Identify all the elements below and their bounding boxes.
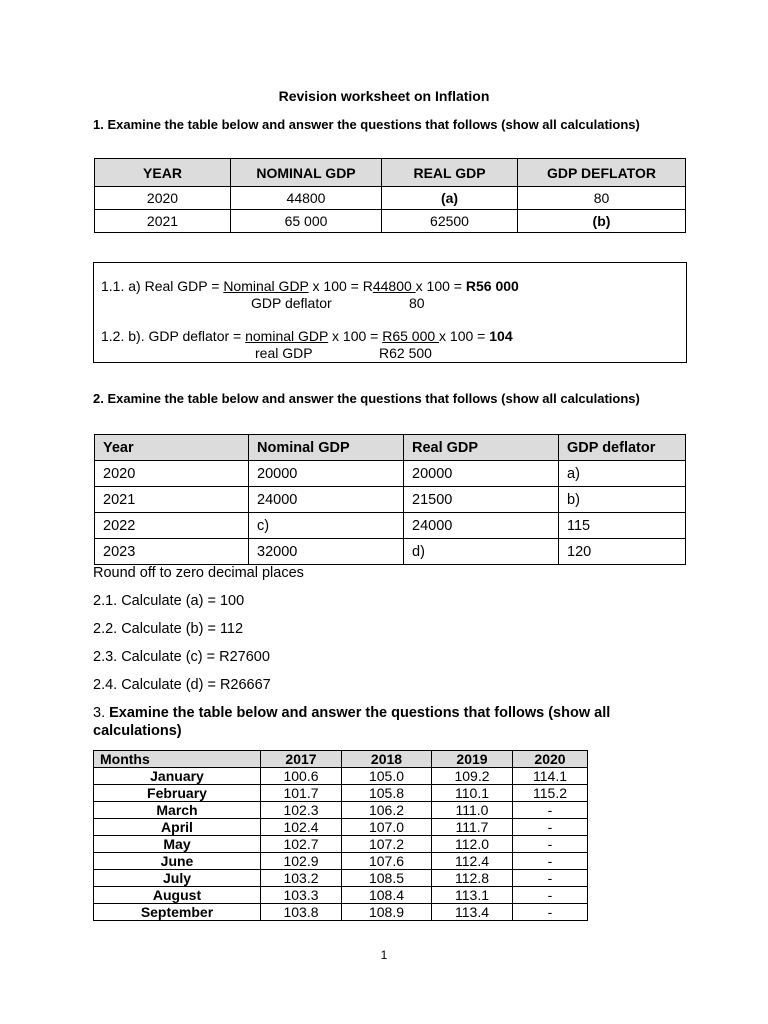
- table-row: [95, 539, 686, 565]
- page-number: 1: [380, 948, 388, 962]
- answer-2-2: 2.2. Calculate (b) = 112: [93, 621, 244, 637]
- column-header: 2017: [261, 751, 342, 768]
- question-1-text: 1. Examine the table below and answer the questions that follows (show all calculations): [93, 117, 640, 132]
- table-cell: b): [559, 487, 686, 513]
- column-header: YEAR: [95, 159, 231, 187]
- table-cell: 103.2: [261, 870, 342, 887]
- column-header: NOMINAL GDP: [231, 159, 382, 187]
- column-header: GDP DEFLATOR: [518, 159, 686, 187]
- table-q2: [94, 434, 686, 565]
- table-cell: 111.0: [432, 802, 513, 819]
- table-cell: -: [513, 802, 588, 819]
- table-cell: 101.7: [261, 785, 342, 802]
- answer-2-4: 2.4. Calculate (d) = R26667: [93, 677, 271, 693]
- table-cell: 103.8: [261, 904, 342, 921]
- table-cell: -: [513, 836, 588, 853]
- table-row: [94, 904, 588, 921]
- table-cell: August: [94, 887, 261, 904]
- table-cell: 112.8: [432, 870, 513, 887]
- table-cell: 103.3: [261, 887, 342, 904]
- table-cell: 120: [559, 539, 686, 565]
- rounding-note: Round off to zero decimal places: [93, 565, 304, 581]
- table-cell: 65 000: [231, 210, 382, 233]
- column-header: 2018: [342, 751, 432, 768]
- answer-2-3: 2.3. Calculate (c) = R27600: [93, 649, 270, 665]
- table-cell: -: [513, 904, 588, 921]
- table-cell: May: [94, 836, 261, 853]
- table-cell: 62500: [382, 210, 518, 233]
- table-row: [95, 210, 686, 233]
- table-cell: 100.6: [261, 768, 342, 785]
- table-row: [95, 461, 686, 487]
- table-cell: -: [513, 870, 588, 887]
- table-cell: 80: [518, 187, 686, 210]
- table-cell: April: [94, 819, 261, 836]
- table-cell: 2023: [95, 539, 249, 565]
- table-q1: [94, 158, 686, 233]
- table-cell: d): [404, 539, 559, 565]
- table-row: [94, 870, 588, 887]
- table-row: [94, 836, 588, 853]
- table-cell: c): [249, 513, 404, 539]
- table-cell: February: [94, 785, 261, 802]
- table-cell: 115: [559, 513, 686, 539]
- question-2-text: 2. Examine the table below and answer the questions that follows (show all calculations): [93, 391, 640, 406]
- answer-1-1-line: 1.1. a) Real GDP = Nominal GDP x 100 = R44800 x 100 = R56 000: [101, 278, 519, 294]
- table-cell: 107.6: [342, 853, 432, 870]
- table-cell: September: [94, 904, 261, 921]
- answer-box: [93, 262, 687, 363]
- table-cell: 107.0: [342, 819, 432, 836]
- table-q3: [93, 750, 588, 921]
- table-cell: March: [94, 802, 261, 819]
- table-cell: 105.0: [342, 768, 432, 785]
- table-cell: 2020: [95, 187, 231, 210]
- table-cell: 20000: [404, 461, 559, 487]
- question-3-text: 3. Examine the table below and answer the questions that follows (show all calculations): [93, 705, 611, 739]
- column-header: 2020: [513, 751, 588, 768]
- table-cell: 44800: [231, 187, 382, 210]
- column-header: Year: [95, 435, 249, 461]
- table-cell: 24000: [249, 487, 404, 513]
- answer-2-1: 2.1. Calculate (a) = 100: [93, 593, 245, 609]
- table-cell: 2022: [95, 513, 249, 539]
- table-row: [94, 887, 588, 904]
- table-cell: 108.4: [342, 887, 432, 904]
- table-cell: 111.7: [432, 819, 513, 836]
- table-row: [95, 513, 686, 539]
- answer-1-2-line: 1.2. b). GDP deflator = nominal GDP x 100 = R65 000 x 100 = 104: [101, 328, 513, 344]
- table-cell: 108.9: [342, 904, 432, 921]
- table-cell: -: [513, 819, 588, 836]
- table-cell: 106.2: [342, 802, 432, 819]
- table-cell: 2021: [95, 487, 249, 513]
- table-cell: (b): [518, 210, 686, 233]
- table-cell: 24000: [404, 513, 559, 539]
- table-cell: 21500: [404, 487, 559, 513]
- table-row: [94, 819, 588, 836]
- column-header: Months: [94, 751, 261, 768]
- table-cell: (a): [382, 187, 518, 210]
- table-row: [95, 487, 686, 513]
- table-cell: 102.9: [261, 853, 342, 870]
- table-row: [94, 853, 588, 870]
- table-cell: 105.8: [342, 785, 432, 802]
- table-cell: 20000: [249, 461, 404, 487]
- table-cell: 112.4: [432, 853, 513, 870]
- table-cell: June: [94, 853, 261, 870]
- answer-1-2-denominator-value: R62 500: [379, 345, 432, 361]
- table-row: [94, 768, 588, 785]
- table-cell: 114.1: [513, 768, 588, 785]
- table-cell: 107.2: [342, 836, 432, 853]
- table-cell: 108.5: [342, 870, 432, 887]
- table-row: [95, 187, 686, 210]
- table-cell: 2020: [95, 461, 249, 487]
- table-cell: July: [94, 870, 261, 887]
- table-cell: 102.3: [261, 802, 342, 819]
- column-header: REAL GDP: [382, 159, 518, 187]
- column-header: GDP deflator: [559, 435, 686, 461]
- table-row: [94, 785, 588, 802]
- column-header: 2019: [432, 751, 513, 768]
- table-cell: 113.4: [432, 904, 513, 921]
- table-cell: 112.0: [432, 836, 513, 853]
- table-cell: January: [94, 768, 261, 785]
- table-cell: 110.1: [432, 785, 513, 802]
- answer-1-1-denominator: GDP deflator: [251, 295, 332, 311]
- table-cell: -: [513, 853, 588, 870]
- table-cell: 113.1: [432, 887, 513, 904]
- table-cell: 102.4: [261, 819, 342, 836]
- table-cell: 32000: [249, 539, 404, 565]
- table-row: [94, 802, 588, 819]
- page-title: Revision worksheet on Inflation: [278, 88, 490, 104]
- table-cell: 2021: [95, 210, 231, 233]
- table-cell: 115.2: [513, 785, 588, 802]
- column-header: Nominal GDP: [249, 435, 404, 461]
- table-cell: 109.2: [432, 768, 513, 785]
- table-cell: a): [559, 461, 686, 487]
- table-cell: -: [513, 887, 588, 904]
- answer-1-2-denominator: real GDP: [255, 345, 313, 361]
- column-header: Real GDP: [404, 435, 559, 461]
- table-cell: 102.7: [261, 836, 342, 853]
- answer-1-1-denominator-value: 80: [409, 295, 425, 311]
